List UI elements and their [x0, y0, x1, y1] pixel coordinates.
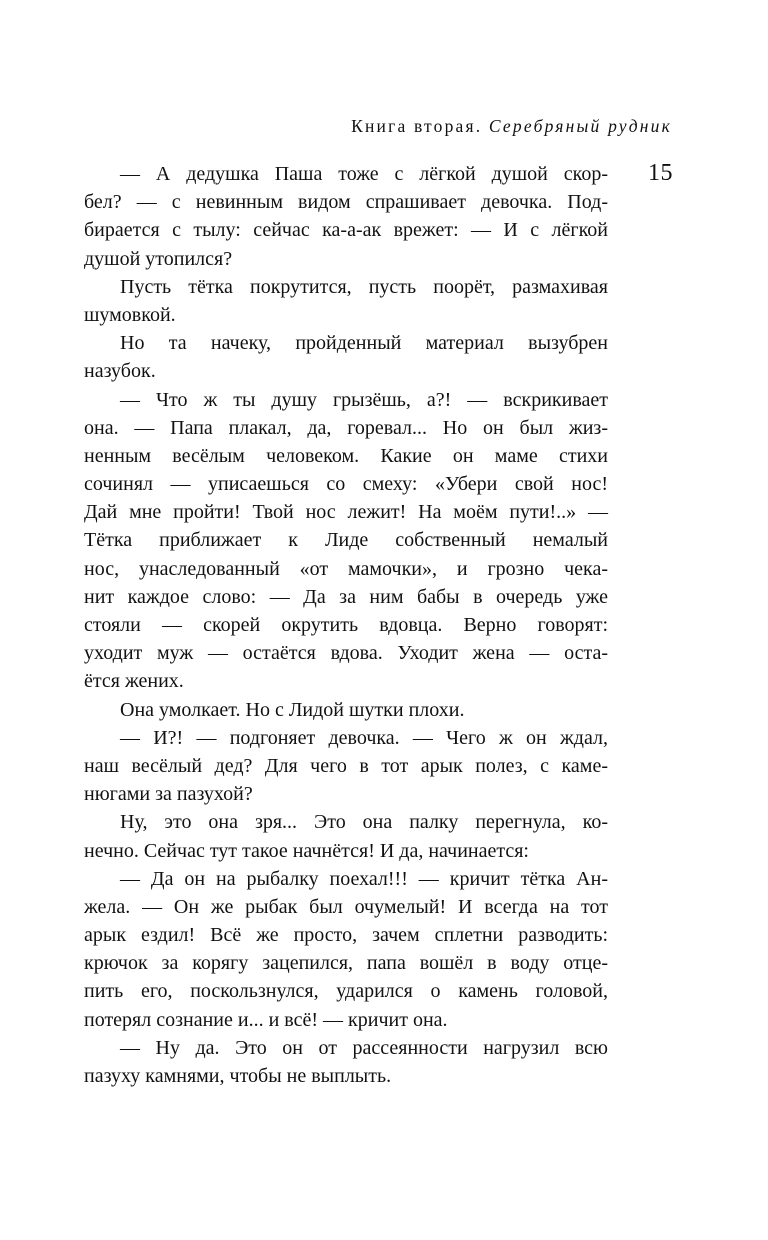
- text-line: Тётка приближает к Лиде собственный немалый: [84, 529, 608, 552]
- text-line: Пусть тётка покрутится, пусть поорёт, размахивая: [120, 275, 608, 298]
- text-line: пить его, поскользнулся, ударился о камень головой,: [84, 980, 608, 1003]
- paragraph: [84, 1034, 608, 1090]
- text-line: пазуху камнями, чтобы не выплыть.: [84, 1065, 392, 1087]
- text-line: она. — Папа плакал, да, горевал... Но он был жиз-: [84, 416, 608, 439]
- paragraph: [84, 329, 608, 385]
- text-line: назубок.: [84, 360, 156, 383]
- text-line: шумовкой.: [84, 303, 176, 326]
- text-line: — А дедушка Паша тоже с лёгкой душой скор-: [120, 163, 608, 185]
- text-line: крючок за корягу зацепился, папа вошёл в воду отце-: [84, 952, 608, 975]
- text-line: бирается с тылу: сейчас ка-а-ак врежет: — И с лёгкой: [84, 219, 608, 242]
- body-text: [84, 160, 608, 1090]
- paragraph: [84, 386, 608, 696]
- text-line: Дай мне пройти! Твой нос лежит! На моём пути!..» —: [84, 501, 608, 524]
- text-line: нит каждое слово: — Да за ним бабы в очередь уже: [84, 585, 608, 608]
- paragraph: [84, 808, 608, 864]
- text-line: потерял сознание и... и всё! — кричит она.: [84, 1008, 448, 1031]
- text-line: душой утопился?: [84, 247, 233, 270]
- running-head-title: Серебряный рудник: [488, 116, 672, 136]
- page-number: 15: [648, 160, 673, 186]
- paragraph: [84, 160, 608, 273]
- text-line: арык ездил! Всё же просто, зачем сплетни разводить:: [84, 924, 608, 947]
- running-head-book: Книга вторая.: [351, 116, 483, 136]
- text-line: наш весёлый дед? Для чего в тот арык полез, с каме-: [84, 754, 608, 777]
- text-line: уходит муж — остаётся вдова. Уходит жена — оста-: [84, 642, 608, 665]
- text-line: Она умолкает. Но с Лидой шутки плохи.: [120, 698, 465, 721]
- paragraph: [84, 273, 608, 329]
- text-line: стояли — скорей окрутить вдовца. Верно говорят:: [84, 614, 608, 636]
- text-line: Ну, это она зря... Это она палку перегнула, ко-: [120, 811, 608, 834]
- text-line: бел? — с невинным видом спрашивает девочка. Под-: [84, 191, 608, 214]
- text-line: нечно. Сейчас тут такое начнётся! И да, начинается:: [84, 839, 529, 862]
- paragraph: [84, 696, 608, 724]
- text-line: ненным весёлым человеком. Какие он маме стихи: [84, 444, 608, 467]
- text-line: — Ну да. Это он от рассеянности нагрузил всю: [120, 1036, 608, 1059]
- text-line: нюгами за пазухой?: [84, 783, 253, 806]
- text-line: ётся жених.: [84, 670, 184, 693]
- text-line: Но та начеку, пройденный материал вызубрен: [120, 332, 608, 355]
- text-line: сочинял — уписаешься со смеху: «Убери свой нос!: [84, 473, 608, 496]
- paragraph: [84, 865, 608, 1034]
- text-line: нос, унаследованный «от мамочки», и грозно чека-: [84, 557, 608, 580]
- text-line: — Да он на рыбалку поехал!!! — кричит тётка Ан-: [120, 867, 608, 890]
- text-line: — И?! — подгоняет девочка. — Чего ж он ждал,: [120, 726, 608, 749]
- text-line: жела. — Он же рыбак был очумелый! И всегда на тот: [84, 895, 608, 918]
- text-line: — Что ж ты душу грызёшь, а?! — вскрикивает: [120, 388, 608, 411]
- running-head: [351, 116, 672, 137]
- paragraph: [84, 724, 608, 809]
